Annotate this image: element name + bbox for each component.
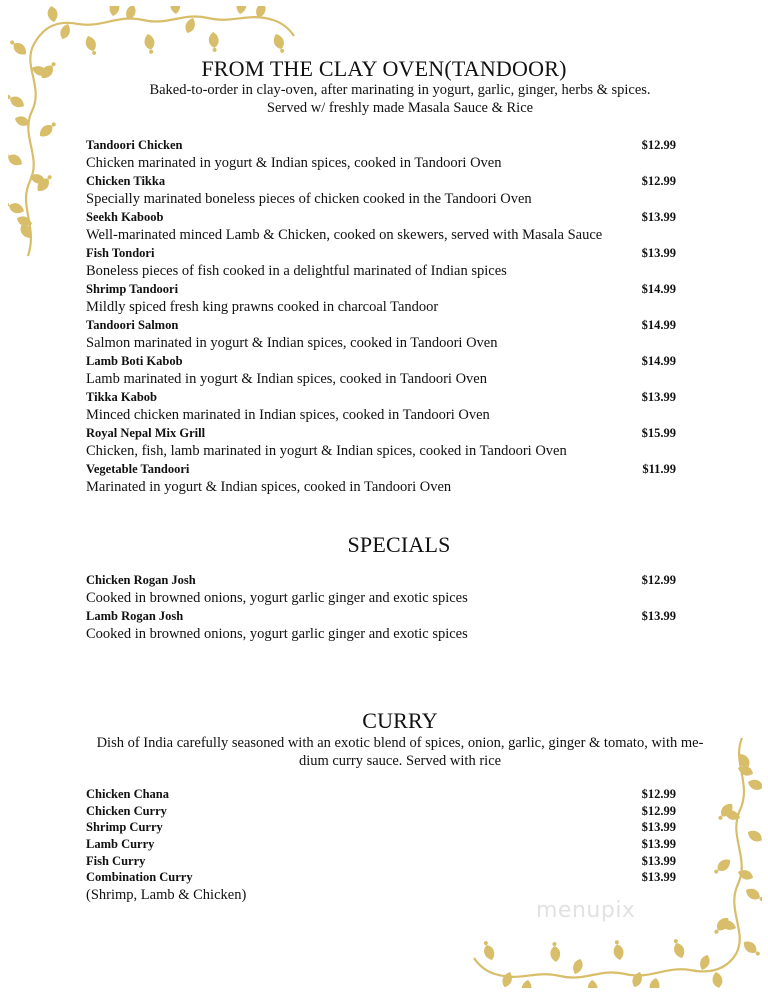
menu-item-description: Lamb marinated in yogurt & Indian spices, cooked in Tandoori Oven <box>86 371 487 387</box>
tandoor-section-description-line-1: Baked-to-order in clay-oven, after marinating in yogurt, garlic, ginger, herbs & spices. <box>149 82 651 98</box>
menu-item-price: $12.99 <box>641 138 676 152</box>
menu-item-price: $13.99 <box>641 820 676 835</box>
watermark-logo: menupix <box>536 898 636 923</box>
menu-item-name: Shrimp Curry <box>86 820 163 835</box>
menu-item-price: $13.99 <box>641 210 676 224</box>
menu-item-name: Tandoori Salmon <box>86 318 179 332</box>
tandoor-item-list <box>86 136 680 496</box>
curry-section-description-line-2: dium curry sauce. Served with rice <box>298 753 502 769</box>
menu-item-price: $12.99 <box>641 803 676 818</box>
menu-item <box>86 460 680 496</box>
menu-item-price: $14.99 <box>641 318 676 332</box>
menu-item <box>86 424 680 460</box>
menu-item-name: Lamb Curry <box>86 837 155 852</box>
menu-item <box>86 803 680 820</box>
menu-item <box>86 853 680 870</box>
menu-item-price: $15.99 <box>641 426 676 440</box>
menu-item-price: $13.99 <box>641 853 676 868</box>
menu-item <box>86 244 680 280</box>
menu-item <box>86 316 680 352</box>
menu-item-price: $12.99 <box>641 174 676 188</box>
menu-item-description: Cooked in browned onions, yogurt garlic ginger and exotic spices <box>86 626 468 642</box>
menu-item-price: $14.99 <box>641 282 676 296</box>
menu-item <box>86 786 680 803</box>
menu-item-description: Mildly spiced fresh king prawns cooked in charcoal Tandoor <box>86 299 439 315</box>
menu-item-name: Tandoori Chicken <box>86 138 183 152</box>
menu-item-name: Lamb Rogan Josh <box>86 609 184 623</box>
menu-item-name: Chicken Tikka <box>86 174 166 188</box>
curry-item-list <box>86 786 680 904</box>
menu-item <box>86 571 680 607</box>
menu-item-description: Chicken, fish, lamb marinated in yogurt & Indian spices, cooked in Tandoori Oven <box>86 443 567 459</box>
menu-item-price: $13.99 <box>641 246 676 260</box>
menu-item <box>86 280 680 316</box>
menu-item <box>86 136 680 172</box>
menu-item-description: Well-marinated minced Lamb & Chicken, cooked on skewers, served with Masala Sauce <box>86 227 603 243</box>
menu-item <box>86 836 680 853</box>
menu-item-price: $13.99 <box>641 870 676 885</box>
menu-item-name: Chicken Chana <box>86 787 170 801</box>
menu-item-description: Salmon marinated in yogurt & Indian spices, cooked in Tandoori Oven <box>86 335 498 351</box>
tandoor-section-title: FROM THE CLAY OVEN(TANDOOR) <box>201 56 567 81</box>
menu-item-name: Vegetable Tandoori <box>86 462 190 476</box>
menu-item-name: Lamb Boti Kabob <box>86 354 183 368</box>
tandoor-section-description-line-2: Served w/ freshly made Masala Sauce & Rice <box>266 100 534 116</box>
menu-item-description: Chicken marinated in yogurt & Indian spices, cooked in Tandoori Oven <box>86 155 502 171</box>
menu-item-price: $13.99 <box>641 837 676 852</box>
menu-item-name: Fish Curry <box>86 853 146 868</box>
menu-item-description: Boneless pieces of fish cooked in a delightful marinated of Indian spices <box>86 263 507 279</box>
menu-item-name: Royal Nepal Mix Grill <box>86 426 206 440</box>
menu-item-name: Combination Curry <box>86 870 193 885</box>
menu-item-name: Seekh Kaboob <box>86 210 164 224</box>
menu-item <box>86 388 680 424</box>
menu-item-description: Specially marinated boneless pieces of chicken cooked in the Tandoori Oven <box>86 191 532 207</box>
menu-item-description: Cooked in browned onions, yogurt garlic ginger and exotic spices <box>86 590 468 606</box>
menu-item-price: $12.99 <box>641 787 676 801</box>
menu-item-price: $13.99 <box>641 390 676 404</box>
menu-item <box>86 172 680 208</box>
menu-item <box>86 208 680 244</box>
menu-item-description: Minced chicken marinated in Indian spices, cooked in Tandoori Oven <box>86 407 490 423</box>
menu-item-name: Tikka Kabob <box>86 390 157 404</box>
curry-section-description-line-1: Dish of India carefully seasoned with an exotic blend of spices, onion, garlic, ginger & tomato, with me- <box>96 735 704 751</box>
specials-item-list <box>86 571 680 643</box>
menu-item-name: Chicken Curry <box>86 803 167 818</box>
menu-item-name: Shrimp Tandoori <box>86 282 179 296</box>
curry-section-title: CURRY <box>362 708 438 733</box>
menu-item <box>86 819 680 836</box>
menu-item-price: $12.99 <box>641 573 676 587</box>
menu-item-price: $14.99 <box>641 354 676 368</box>
menu-item <box>86 352 680 388</box>
specials-section-title: SPECIALS <box>347 532 451 557</box>
menu-item <box>86 607 680 643</box>
menu-item-price: $11.99 <box>642 462 676 476</box>
menu-item-name: Fish Tondori <box>86 246 155 260</box>
combination-curry-note: (Shrimp, Lamb & Chicken) <box>86 887 247 904</box>
menu-item-price: $13.99 <box>641 609 676 623</box>
menu-item-description: Marinated in yogurt & Indian spices, cooked in Tandoori Oven <box>86 479 452 495</box>
menu-item-name: Chicken Rogan Josh <box>86 573 196 587</box>
menu-item <box>86 869 680 886</box>
